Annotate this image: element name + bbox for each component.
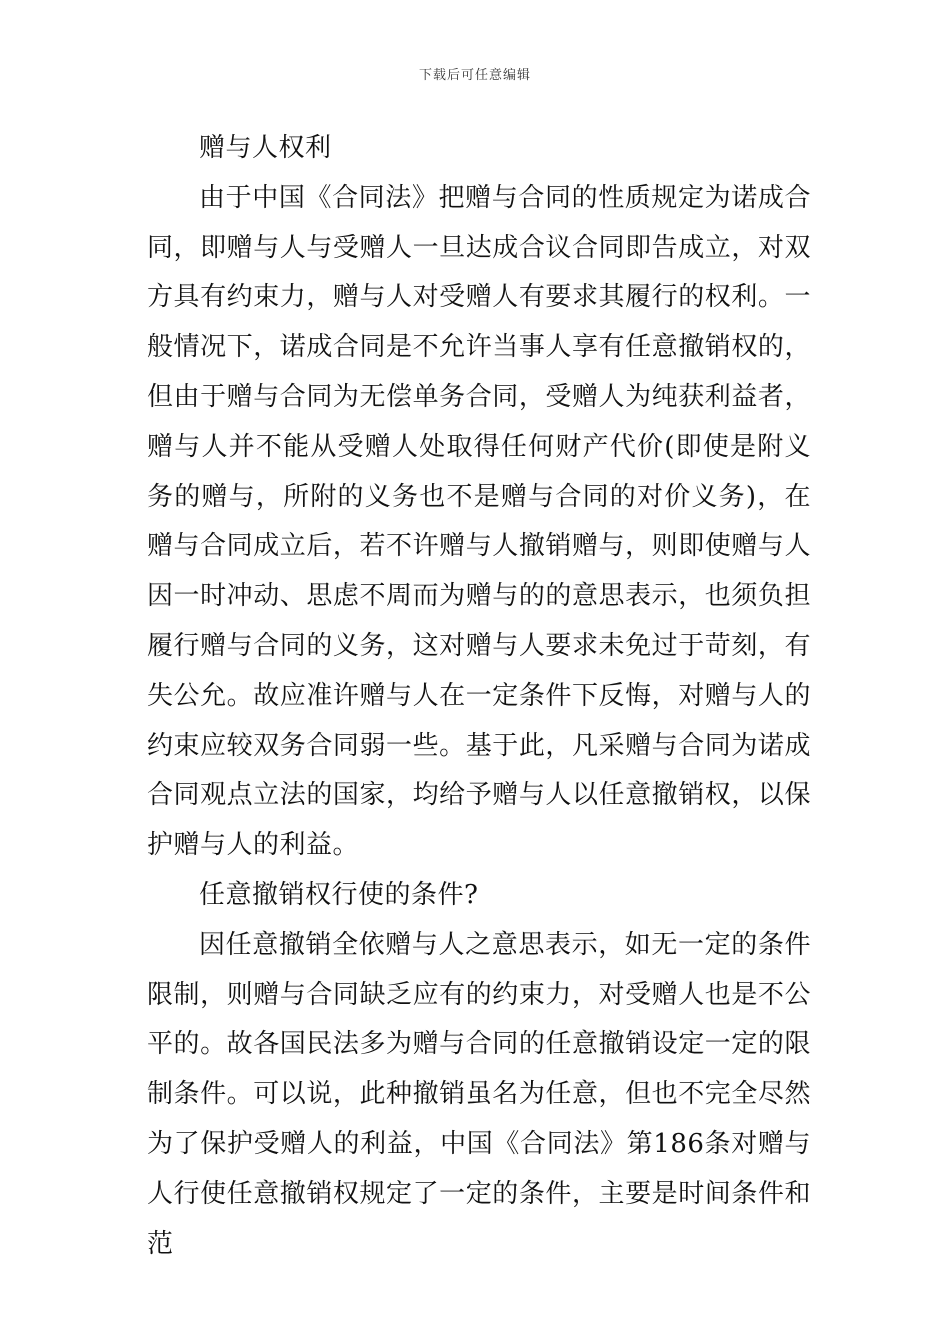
paragraph-revocation-rationale: 由于中国《合同法》把赠与合同的性质规定为诺成合同，即赠与人与受赠人一旦达成合议合同即告成立，对双方具有约束力，赠与人对受赠人有要求其履行的权利。一般情况下，诺成合同是不允许当事人享有任意撤销权的，但由于赠与合同为无偿单务合同，受赠人为纯获利益者，赠与人并不能从受赠人处取得任何财产代价(即使是附义务的赠与，所附的义务也不是赠与合同的对价义务)，在赠与合同成立后，若不许赠与人撤销赠与，则即使赠与人因一时冲动、思虑不周而为赠与的的意思表示，也须负担履行赠与合同的义务，这对赠与人要求未免过于苛刻，有失公允。故应准许赠与人在一定条件下反悔，对赠与人的约束应较双务合同弱一些。基于此，凡采赠与合同为诺成合同观点立法的国家，均给予赠与人以任意撤销权，以保护赠与人的利益。 [147,182,811,861]
section-heading-revocation-conditions: 任意撤销权行使的条件? [199,879,479,910]
section-heading-donor-rights: 赠与人权利 [199,133,332,163]
paragraph-revocation-limits: 因任意撤销全依赠与人之意思表示，如无一定的条件限制，则赠与合同缺乏应有的约束力，对受赠人也是不公平的。故各国民法多为赠与合同的任意撤销设定一定的限制条件。可以说，此种撤销虽名为任意，但也不完全尽然为了保护受赠人的利益，中国《合同法》第186条对赠与人行使任意撤销权规定了一定的条件，主要是时间条件和范 [147,929,811,1259]
page-header-note: 下载后可任意编辑 [418,68,531,83]
document-body [147,124,811,1269]
